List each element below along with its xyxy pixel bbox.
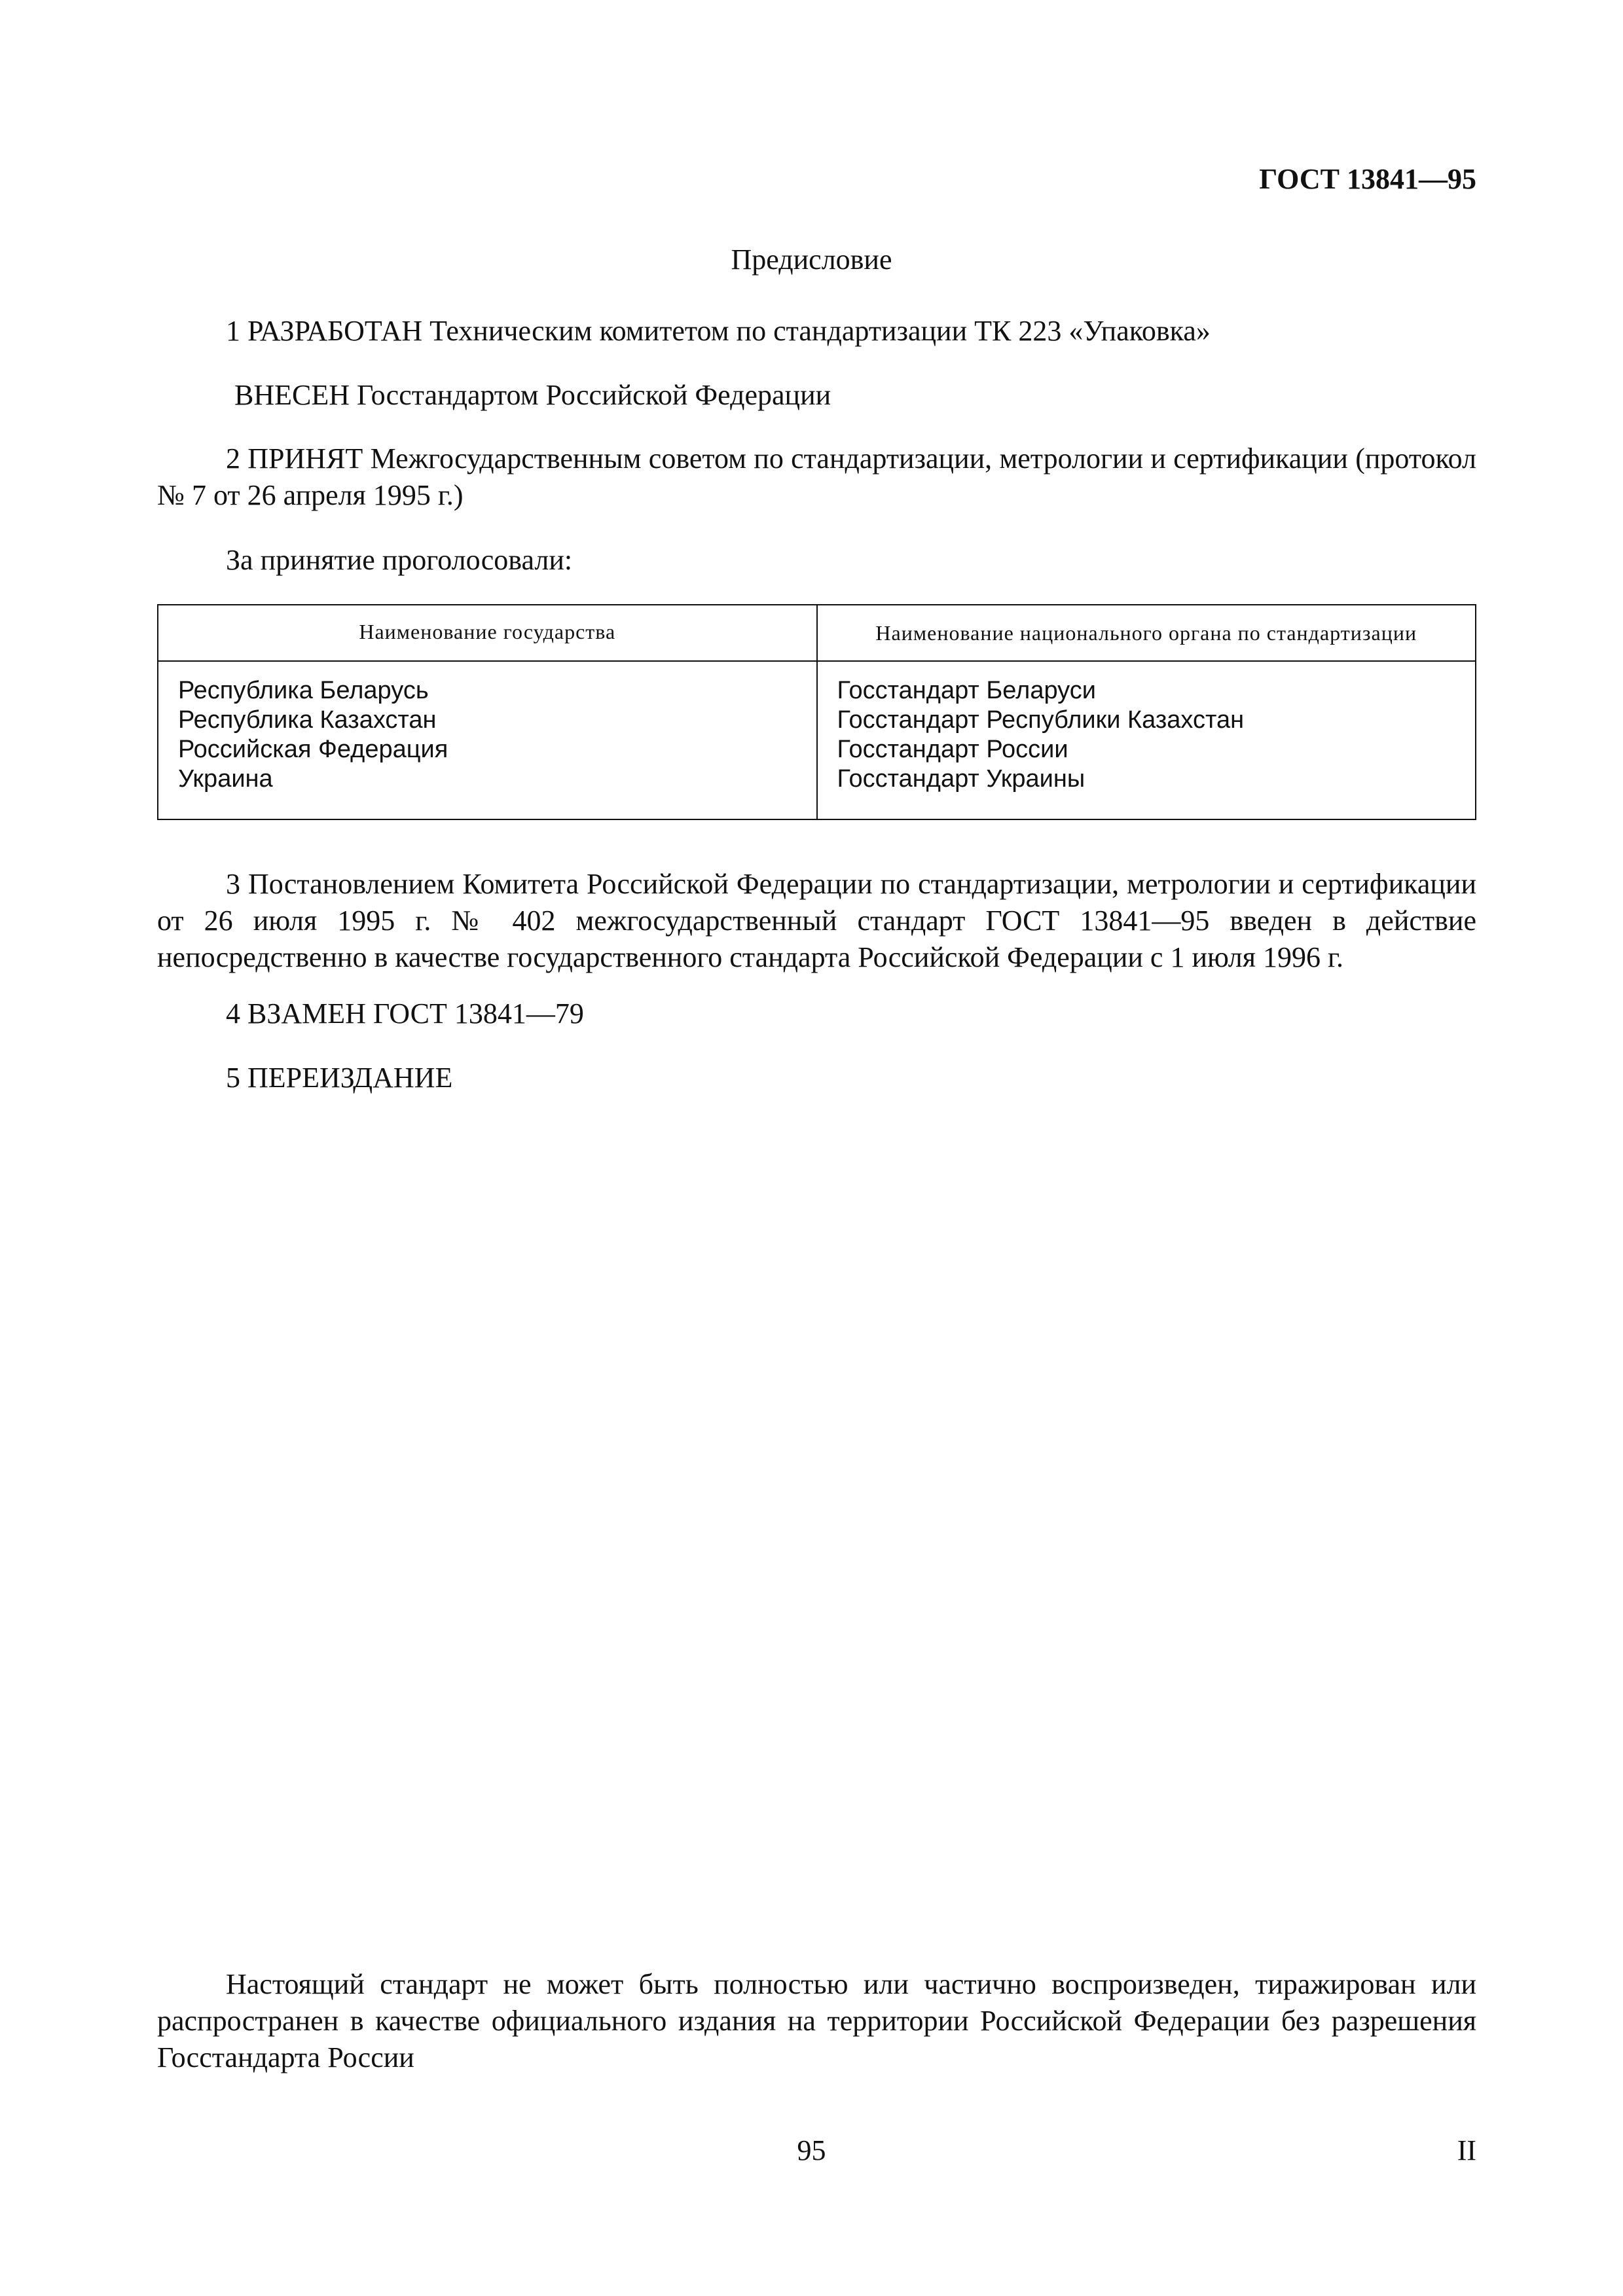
table-row [158, 661, 1476, 819]
item-submitted: ВНЕСЕН Госстандартом Российской Федерации [234, 379, 831, 411]
item-enacted: 3 Постановлением Комитета Российской Федерации по стандартизации, метрологии и сертификации от 26 июля 1995 г. № 402 межгосударственный стандарт ГОСТ 13841—95 введен в действие непосредственно в качестве государственного стандарта Российской Федерации с 1 июля 1996 г. [157, 868, 1476, 973]
states-cell [158, 661, 817, 819]
organ-name: Госстандарт России [837, 736, 1068, 763]
table-header-row [158, 605, 1476, 661]
organs-cell [817, 661, 1476, 819]
item-reissue: 5 ПЕРЕИЗДАНИЕ [226, 1062, 453, 1094]
state-name: Республика Казахстан [178, 706, 437, 734]
organ-name: Госстандарт Беларуси [837, 677, 1096, 704]
state-name: Республика Беларусь [178, 677, 429, 704]
item-adopted: 2 ПРИНЯТ Межгосударственным советом по стандартизации, метрологии и сертификации (протокол № 7 от 26 апреля 1995 г.) [157, 442, 1476, 511]
item-developed: 1 РАЗРАБОТАН Техническим комитетом по стандартизации ТК 223 «Упаковка» [226, 315, 1211, 347]
organ-name: Госстандарт Украины [837, 765, 1085, 793]
state-name: Российская Федерация [178, 736, 448, 763]
vote-intro: За принятие проголосовали: [226, 544, 573, 576]
organ-name: Госстандарт Республики Казахстан [837, 706, 1245, 734]
voting-table [157, 604, 1476, 820]
section-title: Предисловие [731, 243, 892, 276]
column-header-organ: Наименование национального органа по стандартизации [817, 605, 1476, 661]
column-header-state: Наименование государства [158, 605, 817, 661]
state-name: Украина [178, 765, 273, 793]
document-code: ГОСТ 13841—95 [1259, 163, 1476, 195]
copyright-notice: Настоящий стандарт не может быть полностью или частично воспроизведен, тиражирован или распространен в качестве официального издания на территории Российской Федерации без разрешения Госстандарта России [157, 1968, 1476, 2073]
item-replaces: 4 ВЗАМЕН ГОСТ 13841—79 [226, 997, 584, 1030]
roman-page-number: II [1457, 2134, 1476, 2166]
page-number: 95 [797, 2134, 826, 2166]
